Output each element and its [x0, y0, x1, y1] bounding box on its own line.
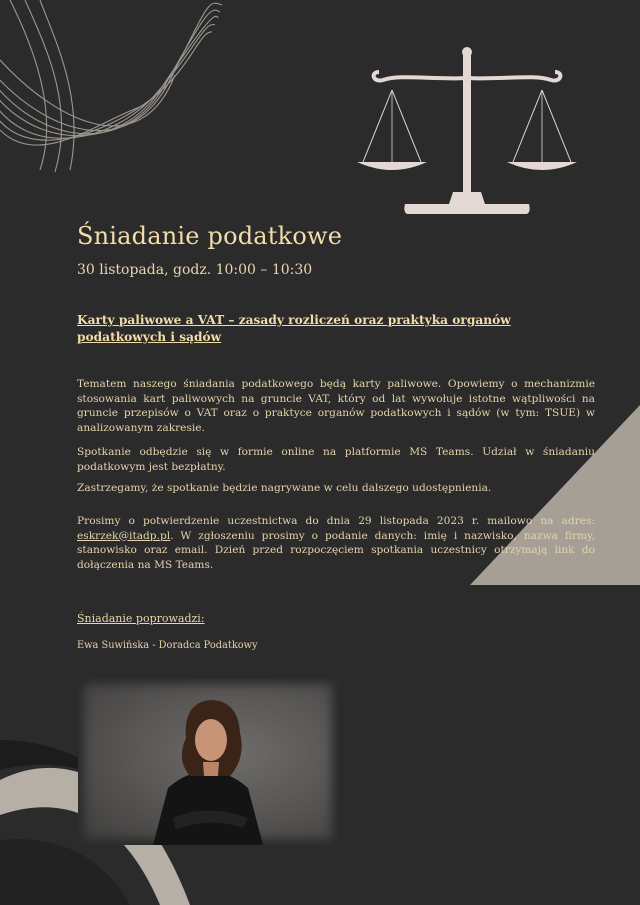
presenter-photo — [78, 678, 338, 845]
event-date: 30 listopada, godz. 10:00 – 10:30 — [77, 262, 313, 278]
presenters-label: Śniadanie poprowadzi: — [77, 612, 205, 625]
description-paragraph: Tematem naszego śniadania podatkowego będą karty paliwowe. Opowiemy o mechanizmie stosowania kart paliwowych na gruncie VAT, który od lat wywołuje istotne wątpliwości na gruncie przepisów o VAT oraz o praktyce organów podatkowych i sądów (w tym: TSUE) w analizowanym zakresie. — [77, 378, 595, 434]
format-paragraph: Spotkanie odbędzie się w formie online na platformie MS Teams. Udział w śniadaniu podatkowym jest bezpłatny. — [77, 446, 595, 473]
registration-paragraph — [77, 514, 595, 572]
recording-notice: Zastrzegamy, że spotkanie będzie nagrywane w celu dalszego udostępnienia. — [77, 482, 492, 494]
email-link[interactable]: eskrzek@itadp.pl — [77, 529, 171, 542]
presenter-name: Ewa Suwińska - Doradca Podatkowy — [77, 640, 258, 651]
scales-of-justice-icon — [355, 42, 580, 217]
registration-text-end: . W zgłoszeniu prosimy o podanie danych: imię i nazwisko, nazwa firmy, stanowisko oraz email. Dzień przed rozpoczęciem spotkania uczestnicy otrzymają link do dołączenia na MS Teams. — [77, 529, 595, 571]
presenter-portrait-image — [78, 678, 338, 845]
wave-lines-decoration — [0, 0, 230, 175]
registration-text-start: Prosimy o potwierdzenie uczestnictwa do dnia 29 listopada 2023 r. mailowo na adres: — [77, 515, 595, 527]
event-subtitle: Karty paliwowe a VAT – zasady rozliczeń oraz praktyka organów podatkowych i sądów — [77, 313, 511, 344]
event-title: Śniadanie podatkowe — [77, 222, 343, 250]
